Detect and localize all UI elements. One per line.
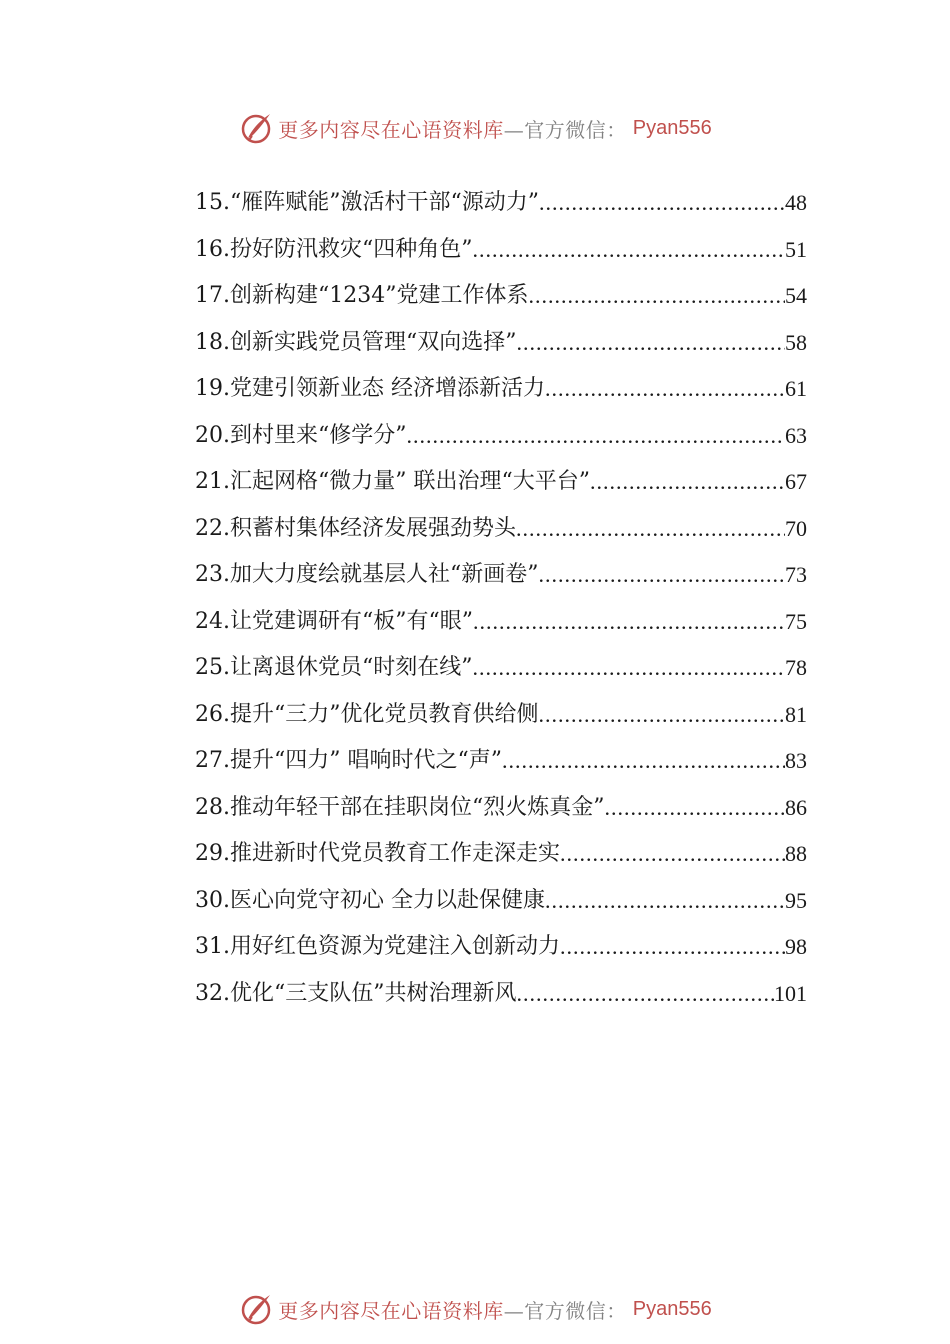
- watermark-wechat-label: —官方微信：: [503, 1298, 627, 1323]
- toc-entry-page-number: 63: [785, 422, 807, 448]
- toc-entry-title: 21.汇起网格“微力量” 联出治理“大平台”: [195, 469, 590, 494]
- watermark-site-name: 更多内容尽在心语资料库: [278, 1298, 504, 1323]
- watermark-wechat-id: Pyan556: [632, 1297, 712, 1320]
- toc-dot-leader: [473, 599, 785, 646]
- toc-entry[interactable]: [195, 459, 807, 506]
- toc-entry-title: 29.推进新时代党员教育工作走深走实: [195, 841, 560, 866]
- toc-entry[interactable]: [195, 738, 807, 785]
- toc-entry[interactable]: [195, 552, 807, 599]
- table-of-contents: [195, 180, 807, 1017]
- toc-dot-leader: [545, 878, 785, 925]
- toc-entry-page-number: 83: [785, 748, 807, 773]
- toc-entry-title: 30.医心向党守初心 全力以赴保健康: [195, 887, 545, 913]
- toc-entry-page-number: 67: [785, 469, 807, 494]
- toc-entry-title: 20.到村里来“修学分”: [195, 422, 407, 448]
- toc-entry[interactable]: [195, 645, 807, 692]
- watermark-wechat-label: —官方微信：: [503, 117, 627, 142]
- toc-dot-leader: [590, 459, 785, 506]
- toc-entry-page-number: 86: [785, 794, 807, 820]
- toc-entry-title: 15.“雁阵赋能”激活村干部“源动力”: [195, 190, 539, 215]
- toc-entry-title: 22.积蓄村集体经济发展强劲势头: [195, 515, 516, 541]
- toc-entry[interactable]: [195, 599, 807, 646]
- toc-entry-page-number: 70: [785, 515, 807, 541]
- toc-entry-title: 28.推动年轻干部在挂职岗位“烈火炼真金”: [195, 794, 605, 820]
- toc-entry-title: 24.让党建调研有“板”有“眼”: [195, 608, 473, 634]
- toc-entry-page-number: 51: [785, 236, 807, 262]
- toc-dot-leader: [516, 320, 785, 367]
- toc-entry[interactable]: [195, 413, 807, 460]
- toc-entry-page-number: 73: [785, 562, 807, 587]
- toc-entry-page-number: 54: [785, 283, 807, 308]
- toc-entry-page-number: 88: [785, 841, 807, 866]
- watermark-site-name: 更多内容尽在心语资料库: [278, 117, 504, 142]
- toc-entry-title: 26.提升“三力”优化党员教育供给侧: [195, 701, 539, 727]
- toc-entry-title: 17.创新构建“1234”党建工作体系: [195, 283, 529, 308]
- toc-entry-page-number: 101: [774, 980, 807, 1006]
- toc-entry[interactable]: [195, 924, 807, 971]
- toc-dot-leader: [516, 971, 774, 1018]
- toc-dot-leader: [538, 692, 785, 739]
- toc-entry[interactable]: [195, 366, 807, 413]
- toc-entry-page-number: 58: [785, 329, 807, 355]
- toc-dot-leader: [472, 645, 785, 692]
- toc-entry-page-number: 61: [785, 376, 807, 401]
- toc-dot-leader: [516, 506, 785, 553]
- toc-dot-leader: [560, 924, 785, 971]
- toc-entry-page-number: 95: [785, 887, 807, 913]
- toc-entry[interactable]: [195, 506, 807, 553]
- toc-dot-leader: [604, 785, 785, 832]
- toc-entry-title: 18.创新实践党员管理“双向选择”: [195, 329, 517, 355]
- toc-entry[interactable]: [195, 878, 807, 925]
- toc-entry-page-number: 75: [785, 608, 807, 634]
- toc-entry[interactable]: [195, 320, 807, 367]
- toc-entry[interactable]: [195, 785, 807, 832]
- toc-dot-leader: [538, 552, 785, 599]
- toc-dot-leader: [406, 413, 785, 460]
- toc-entry-title: 31.用好红色资源为党建注入创新动力: [195, 934, 560, 959]
- toc-dot-leader: [539, 180, 785, 227]
- toc-dot-leader: [472, 227, 785, 274]
- toc-entry-page-number: 81: [785, 701, 807, 727]
- header-watermark: [0, 108, 950, 148]
- toc-entry[interactable]: [195, 692, 807, 739]
- toc-entry-title: 16.扮好防汛救灾“四种角色”: [195, 236, 473, 262]
- toc-dot-leader: [528, 273, 785, 320]
- toc-entry[interactable]: [195, 971, 807, 1018]
- toc-dot-leader: [502, 738, 785, 785]
- footer-watermark: [0, 1289, 950, 1329]
- toc-entry-title: 25.让离退休党员“时刻在线”: [195, 655, 473, 680]
- toc-entry[interactable]: [195, 227, 807, 274]
- toc-entry-title: 19.党建引领新业态 经济增添新活力: [195, 376, 545, 401]
- toc-entry-title: 23.加大力度绘就基层人社“新画卷”: [195, 562, 539, 587]
- toc-entry[interactable]: [195, 273, 807, 320]
- quill-seal-icon: [238, 1291, 274, 1327]
- toc-entry-title: 32.优化“三支队伍”共树治理新风: [195, 980, 517, 1006]
- toc-entry-page-number: 48: [785, 190, 807, 215]
- toc-entry-page-number: 78: [785, 655, 807, 680]
- toc-entry-title: 27.提升“四力” 唱响时代之“声”: [195, 748, 502, 773]
- toc-dot-leader: [560, 831, 785, 878]
- toc-dot-leader: [545, 366, 785, 413]
- toc-entry[interactable]: [195, 831, 807, 878]
- toc-entry[interactable]: [195, 180, 807, 227]
- watermark-wechat-id: Pyan556: [632, 116, 712, 139]
- toc-entry-page-number: 98: [785, 934, 807, 959]
- quill-seal-icon: [238, 110, 274, 146]
